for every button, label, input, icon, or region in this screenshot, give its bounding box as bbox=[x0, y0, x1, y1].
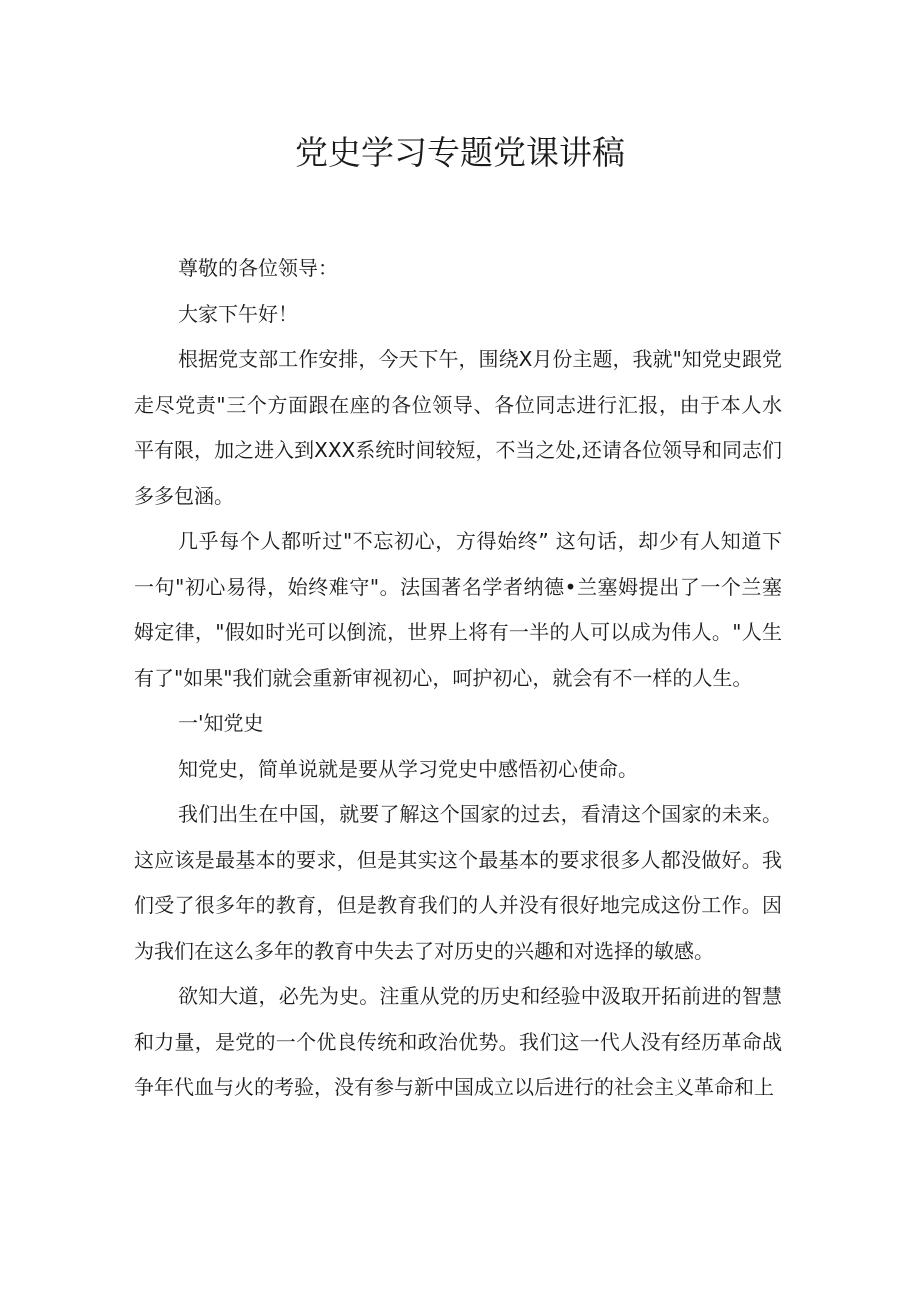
paragraph-history-wisdom: 欲知大道，必先为史。注重从党的历史和经验中汲取开拓前进的智慧和力量，是党的一个优良传统和政治优势。我们这一代人没有经历革命战争年代血与火的考验，没有参与新中国成立以后进行的社会主义革命和上 bbox=[134, 984, 782, 1099]
salutation: 尊敬的各位领导： bbox=[178, 256, 338, 280]
paragraph-know-party-history: 知党史，简单说就是要从学习党史中感悟初心使命。 bbox=[178, 756, 638, 781]
document-title: 党史学习专题党课讲稿 bbox=[295, 133, 625, 172]
paragraph-intro: 根据党支部工作安排，今天下午，围绕X月份主题，我就"知党史跟党走尽党责"三个方面跟在座的各位领导、各位同志进行汇报，由于本人水平有限，加之进入到XXX系统时间较短，不当之处,还请各位领导和同志们多多包涵。 bbox=[134, 347, 782, 508]
paragraph-education: 我们出生在中国，就要了解这个国家的过去，看清这个国家的未来。这应该是最基本的要求，但是其实这个最基本的要求很多人都没做好。我们受了很多年的教育，但是教育我们的人并没有很好地完成这份工作。因为我们在这么多年的教育中失去了对历史的兴趣和对选择的敏感。 bbox=[134, 802, 782, 963]
greeting: 大家下午好！ bbox=[178, 301, 298, 326]
document-body bbox=[134, 246, 782, 1111]
section-heading: 一'知党史 bbox=[178, 711, 264, 735]
paragraph-original-aspiration: 几乎每个人都听过"不忘初心，方得始终” 这句话，却少有人知道下一句"初心易得，始终难守"。法国著名学者纳德•兰塞姆提出了一个兰塞姆定律，"假如时光可以倒流，世界上将有一半的人可以成为伟人。"人生有了"如果"我们就会重新审视初心，呵护初心，就会有不一样的人生。 bbox=[134, 529, 782, 690]
